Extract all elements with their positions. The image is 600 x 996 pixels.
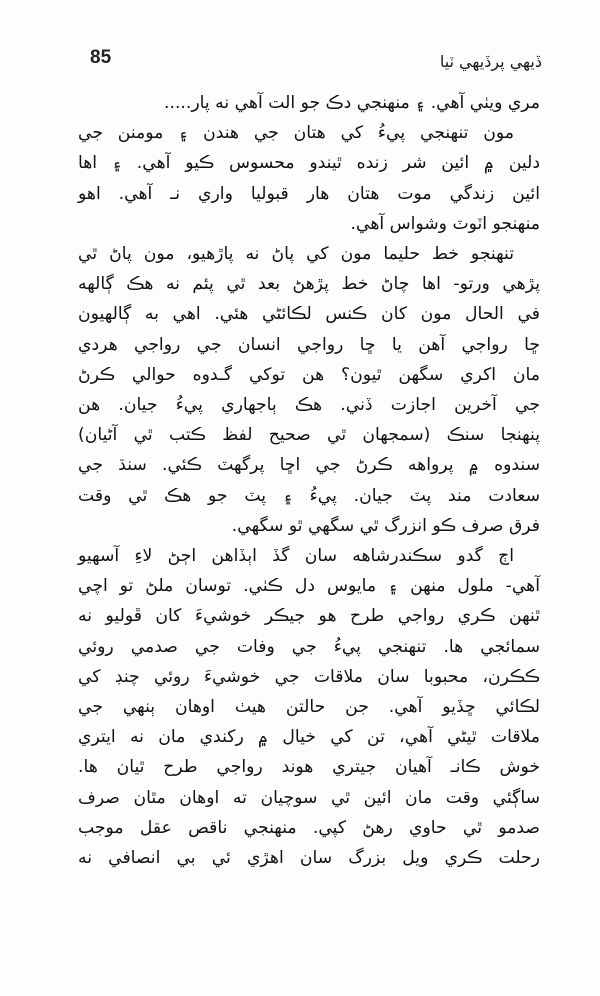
text-line: سعادت مند پٽ جيان. پيءُ ۽ پٽ جو هڪ ٿي وقت	[78, 485, 540, 506]
paragraph-3	[78, 239, 540, 541]
text-line: في الحال مون کان ڪنس لڪائڻي هئي. اهي به ڳالهيون	[78, 304, 540, 325]
text-line: صدمو ٿي حاوي رهڻ کپي. منهنجي ناقص عقل موجب	[78, 817, 540, 838]
text-line: مون تنهنجي پيءُ کي هتان جي هندن ۽ مومنن جي	[78, 123, 514, 144]
text-line: ائين زندگي موت هتان هار قبوليا واري نـ آهي. اهو	[78, 183, 540, 204]
text-line: ڪڪرن، محبوبا سان ملاقات جي خوشيءَ روئي چنڊ کي	[78, 666, 540, 687]
text-line: پنهنجا سنڪ (سمجهان ٿي صحيح لفظ ڪتب ٿي آڻيان)	[78, 425, 540, 446]
text-line: مري ويٺي آهي. ۽ منهنجي دڪ جو الت آهي نه پار.....	[164, 93, 540, 113]
text-line: مان اکري سگهن ٿيون؟ هن توکي گـدوه حوالي ڪرڻ	[78, 364, 540, 385]
body-text	[78, 88, 540, 873]
paragraph-2	[78, 118, 540, 239]
text-line: جي آخرين اجازت ڏني. هڪ ٻاجهاري پيءُ جيان. هن	[78, 395, 540, 416]
text-line: رحلت ڪري ويل بزرگ سان اهڙي ئي بي انصافي نه	[78, 848, 540, 869]
paragraph-4	[78, 541, 540, 873]
text-line: اڄ گدو سڪندرشاهه سان گڏ اٻڏاهن اڄڻ لاءِ آسهيو	[78, 546, 514, 567]
text-line: ڇا رواجي آهن يا ڇا رواجي انسان جي رواجي هردي	[78, 334, 540, 355]
text-line: دلين ۾ ائين شر زنده ٿيندو محسوس ڪيو آهي. ۽ اها	[78, 153, 540, 174]
text-line: فرق صرف ڪو انزرگ ٿي سگهي ٿو سگهي.	[231, 515, 540, 536]
text-line: خوش ڪانـ آهيان جيتري هوند رواجي طرح ٿيان ها.	[78, 757, 540, 778]
text-line: ملاقات ٿيڻي آهي، تن کي خيال ۾ رکندي مان نه ايتري	[78, 727, 540, 748]
text-line: سمائجي ها. تنهنجي پيءُ جي وفات جي صدمي روئي	[78, 636, 540, 657]
page-number: 85	[90, 47, 112, 68]
text-line: لڪائي ڇڏيو آهي. جن حالتن هيٺ اوهان ٻنهي جي	[78, 697, 540, 718]
text-line: تنهنجو خط حليما مون کي پاڻ نه پاڙهيو، مون پاڻ ٿي	[78, 244, 514, 265]
paragraph-1	[78, 88, 540, 118]
text-line: سندوه ۾ پرواهه ڪرڻ جي اڇا پرگهٽ ڪئي. سنڌ جي	[78, 455, 540, 476]
text-line: پڙهي ورتو- اها چاڻ خط پڙهڻ بعد ٿي پئم نه هڪ ڳالهه	[78, 274, 540, 295]
text-line: منهنجو اٽوٽ وشواس آهي.	[350, 213, 540, 234]
text-line: ٿنهن ڪري رواجي طرح هو جيڪر خوشيءَ کان ڦوليو نه	[78, 606, 540, 627]
text-line: ساڳئي وقت مان ائين ٿي سوچيان ته اوهان مٿان صرف	[78, 787, 540, 808]
text-line: آهي- ملول منهن ۽ مايوس دل ڪٺي. توسان ملڻ تو اچي	[78, 576, 540, 597]
running-header: ڏيهي پرڏيهي ٽيا	[439, 52, 542, 71]
